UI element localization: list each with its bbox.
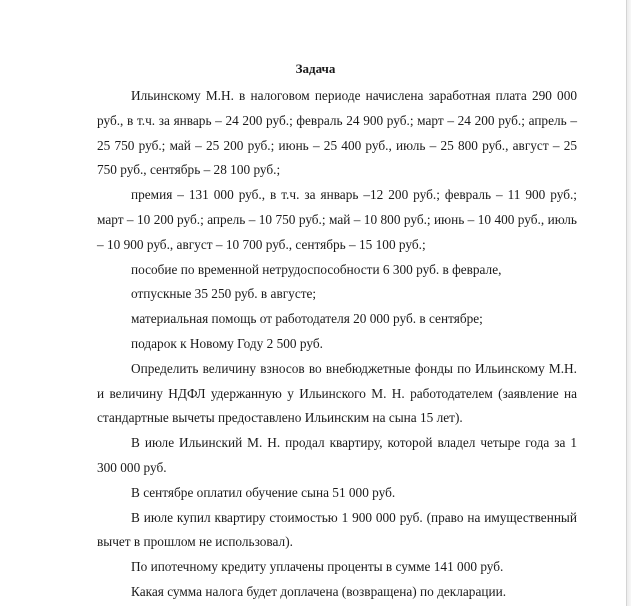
paragraph-salary: Ильинскому М.Н. в налоговом периоде начислена заработная плата 290 000 руб., в т.ч. за январь – 24 200 руб.; февраль 24 900 руб.; март – 24 200 руб.; апрель – 25 750 руб.; май – 25 200 руб.; июнь – 25 400 руб., июль – 25 800 руб., август – 25 750 руб., сентябрь – 28 100 руб.; [97, 88, 577, 178]
document-body [97, 84, 577, 605]
paragraph-financial-aid: материальная помощь от работодателя 20 000 руб. в сентябре; [131, 311, 483, 327]
paragraph-bonus: премия – 131 000 руб., в т.ч. за январь –12 200 руб.; февраль – 11 900 руб.; март – 10 200 руб.; апрель – 10 750 руб.; май – 10 800 руб.; июнь – 10 400 руб., июль – 10 900 руб., август – 10 700 руб., сентябрь – 15 100 руб.; [97, 187, 577, 252]
paragraph-sick-leave: пособие по временной нетрудоспособности 6 300 руб. в феврале, [131, 261, 502, 277]
document-title: Задача [295, 61, 336, 76]
paragraph-vacation-pay: отпускные 35 250 руб. в августе; [131, 286, 317, 302]
paragraph-gift: подарок к Новому Году 2 500 руб. [131, 335, 323, 351]
paragraph-task-contributions: Определить величину взносов во внебюджетные фонды по Ильинскому М.Н. и величину НДФЛ удержанную у Ильинского М. Н. работодателем (заявление на стандартные вычеты предоставлено Ильинским на сына 15 лет). [97, 360, 577, 426]
paragraph-education: В сентябре оплатил обучение сына 51 000 руб. [131, 484, 396, 500]
paragraph-apartment-purchase: В июле купил квартиру стоимостью 1 900 000 руб. (право на имущественный вычет в прошлом не использовал). [97, 509, 577, 550]
page-edge-line [626, 0, 627, 606]
paragraph-mortgage-interest: По ипотечному кредиту уплачены проценты в сумме 141 000 руб. [131, 559, 504, 575]
paragraph-apartment-sale: В июле Ильинский М. Н. продал квартиру, которой владел четыре года за 1 300 000 руб. [97, 435, 577, 475]
paragraph-question: Какая сумма налога будет доплачена (возвращена) по декларации. [131, 583, 507, 599]
page-edge-shadow [627, 0, 631, 606]
